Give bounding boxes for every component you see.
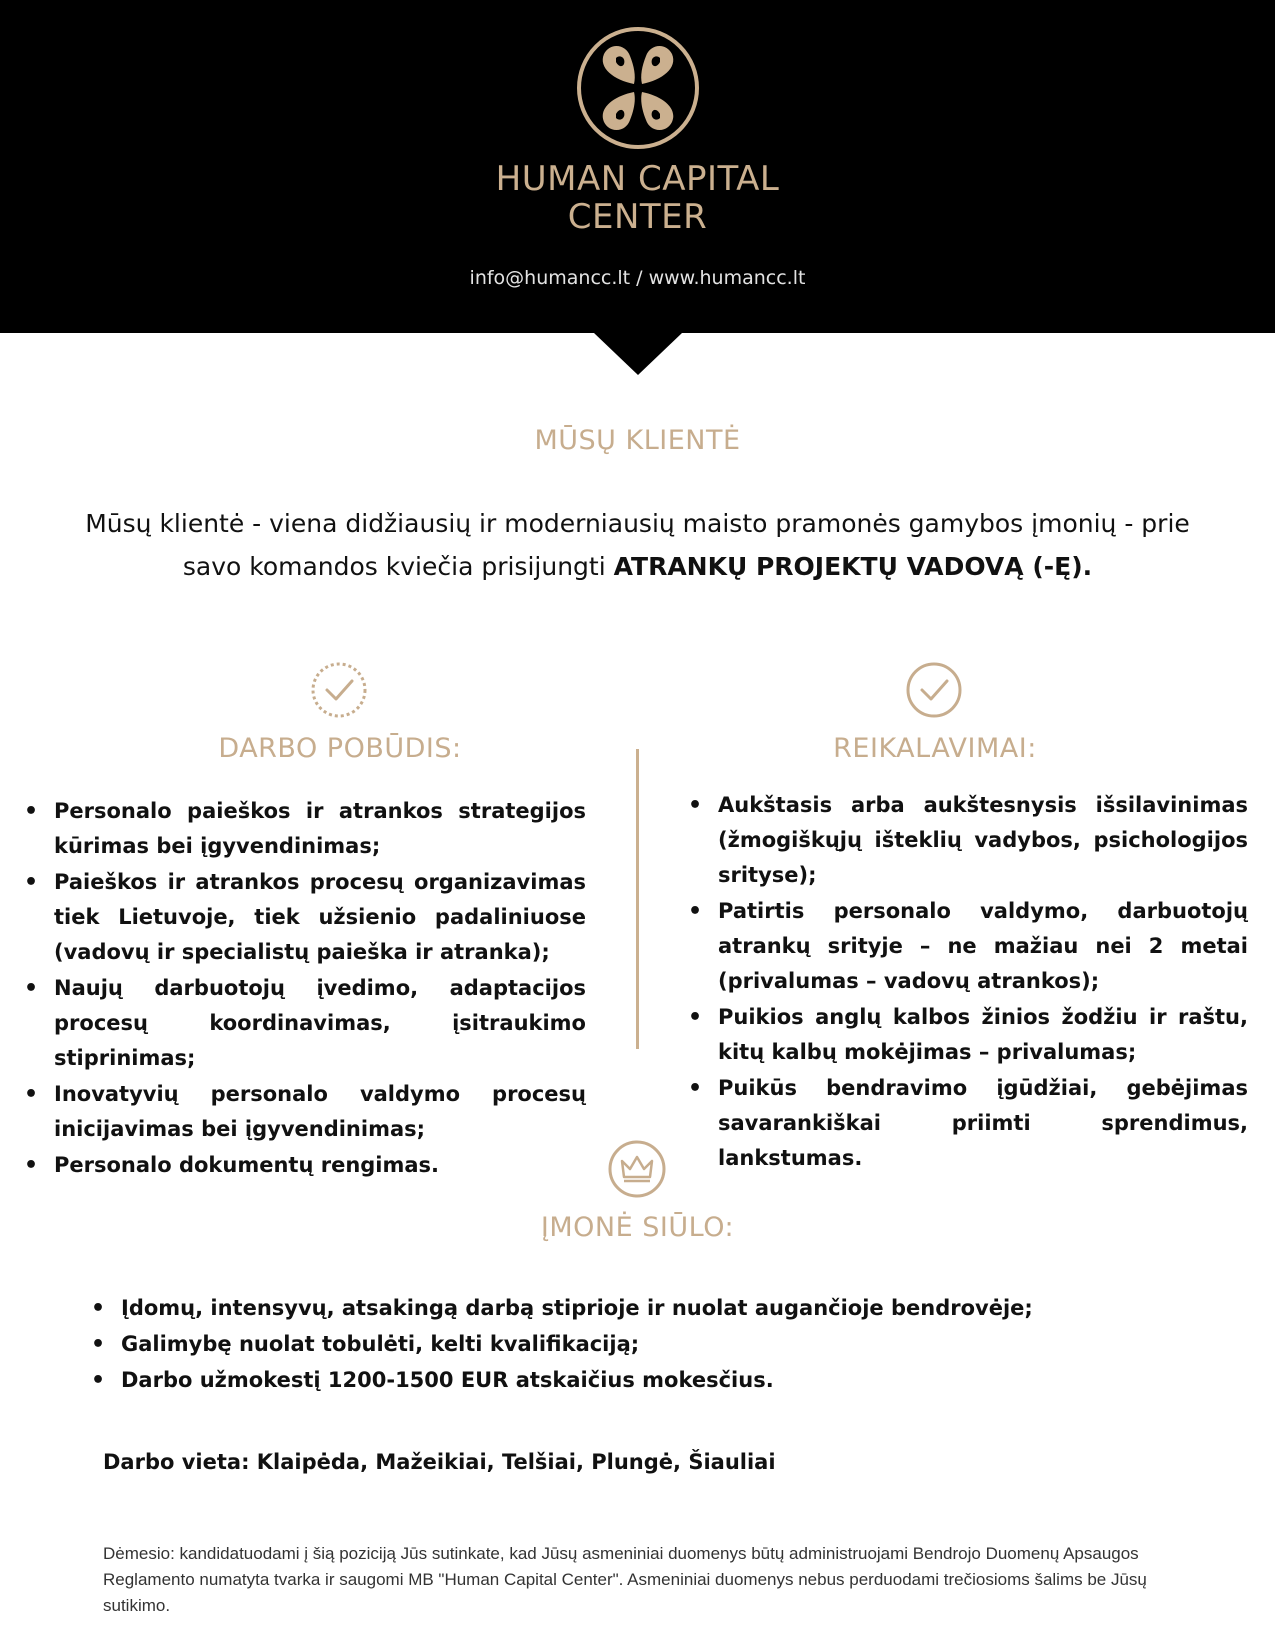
- list-item: • Personalo paieškos ir atrankos strategijos kūrimas bei įgyvendinimas;: [24, 794, 586, 864]
- offer-list: [91, 1291, 1191, 1399]
- brand-line-1: HUMAN CAPITAL: [495, 159, 780, 199]
- client-title: MŪSŲ KLIENTĖ: [534, 425, 741, 456]
- contact-info[interactable]: info@humancc.lt / www.humancc.lt: [469, 267, 806, 289]
- duties-list: [24, 794, 586, 1184]
- intro-text: Mūsų klientė - viena didžiausių ir moderniausių maisto pramonės gamybos įmonių - prie savo komandos kviečia prisijungti: [85, 509, 1190, 581]
- list-item: • Įdomų, intensyvų, atsakingą darbą stiprioje ir nuolat augančioje bendrovėje;: [91, 1291, 1191, 1326]
- brand-line-2: CENTER: [567, 197, 708, 237]
- requirements-title: REIKALAVIMAI:: [833, 733, 1037, 764]
- offer-title: ĮMONĖ SIŪLO:: [540, 1212, 735, 1243]
- crown-circle-icon: [607, 1139, 667, 1199]
- check-circle-icon: [310, 661, 368, 719]
- header-banner: [0, 0, 1275, 333]
- list-item: • Paieškos ir atrankos procesų organizavimas tiek Lietuvoje, tiek užsienio padaliniuose (vadovų ir specialistų paieška ir atranka);: [24, 865, 586, 970]
- column-divider: [636, 749, 639, 1049]
- list-item: • Aukštasis arba aukštesnysis išsilavinimas (žmogiškųjų išteklių vadybos, psichologijos srityse);: [688, 788, 1248, 893]
- clover-logo-icon: [574, 24, 702, 152]
- duties-title: DARBO POBŪDIS:: [218, 733, 462, 764]
- requirements-list: [688, 788, 1248, 1177]
- list-item: • Puikios anglų kalbos žinios žodžiu ir raštu, kitų kalbų mokėjimas – privalumas;: [688, 1000, 1248, 1070]
- workplace: Darbo vieta: Klaipėda, Mažeikiai, Telšiai, Plungė, Šiauliai: [103, 1450, 776, 1474]
- privacy-notice: Dėmesio: kandidatuodami į šią poziciją Jūs sutinkate, kad Jūsų asmeniniai duomenys būtų administruojami Bendrojo Duomenų Apsaugos Reglamento numatyta tvarka ir saugomi MB "Human Capital Center". Asmeniniai duomenys nebus perduodami trečiosioms šalims be Jūsų sutikimo.: [103, 1544, 1147, 1615]
- position-title: ATRANKŲ PROJEKTŲ VADOVĄ (-Ę).: [613, 552, 1093, 581]
- list-item: • Inovatyvių personalo valdymo procesų inicijavimas bei įgyvendinimas;: [24, 1077, 586, 1147]
- header-arrow: [594, 333, 682, 375]
- list-item: • Patirtis personalo valdymo, darbuotojų atrankų srityje – ne mažiau nei 2 metai (privalumas – vadovų atrankos);: [688, 894, 1248, 999]
- list-item: • Naujų darbuotojų įvedimo, adaptacijos procesų koordinavimas, įsitraukimo stiprinimas;: [24, 971, 586, 1076]
- list-item: • Darbo užmokestį 1200-1500 EUR atskaičius mokesčius.: [91, 1363, 1191, 1398]
- list-item: • Puikūs bendravimo įgūdžiai, gebėjimas savarankiškai priimti sprendimus, lankstumas.: [688, 1071, 1248, 1176]
- list-item: • Galimybę nuolat tobulėti, kelti kvalifikaciją;: [91, 1327, 1191, 1362]
- intro-paragraph: [60, 502, 1215, 588]
- list-item: • Personalo dokumentų rengimas.: [24, 1148, 586, 1183]
- check-circle-icon: [905, 661, 963, 719]
- brand-name: [0, 160, 1275, 236]
